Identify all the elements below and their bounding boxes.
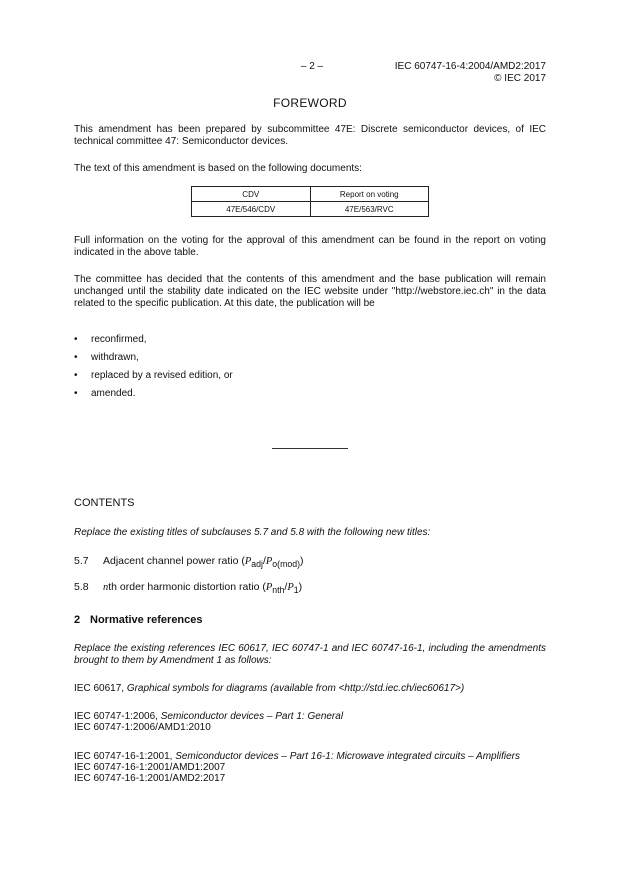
bullet-icon: •	[74, 334, 78, 345]
reference-title: Semiconductor devices – Part 16-1: Microwave integrated circuits – Amplifiers	[175, 751, 520, 762]
reference-iec-60617	[74, 683, 546, 694]
bullet-icon: •	[74, 370, 78, 381]
subclause-number: 5.8	[74, 581, 89, 593]
normative-references-heading	[74, 614, 203, 626]
math-symbol: P	[265, 582, 273, 593]
subclause-number: 5.7	[74, 555, 89, 567]
normative-instruction: Replace the existing references IEC 60617, IEC 60747-1 and IEC 60747-16-1, including the amendments brought to them by Amendment 1 as follows:	[74, 643, 546, 666]
subclause-text: Adjacent channel power ratio (	[103, 555, 245, 567]
bullet-icon: •	[74, 352, 78, 363]
reference-id: IEC 60747-16-1:2001,	[74, 751, 176, 762]
reference-iec-60747-16-1	[74, 751, 546, 784]
table-header-cdv: CDV	[192, 187, 311, 202]
contents-instruction: Replace the existing titles of subclauses 5.7 and 5.8 with the following new titles:	[74, 527, 431, 538]
heading-text: Normative references	[90, 614, 203, 626]
foreword-title: FOREWORD	[273, 96, 347, 110]
math-operator: )	[298, 581, 303, 593]
heading-number: 2	[74, 614, 81, 626]
table-cell-rvc: 47E/563/RVC	[310, 202, 429, 217]
page-number: – 2 –	[300, 61, 324, 72]
math-symbol: P	[244, 556, 252, 567]
list-item	[74, 388, 233, 406]
document-id: IEC 60747-16-4:2004/AMD2:2017	[394, 61, 546, 72]
reference-amendment: IEC 60747-1:2006/AMD1:2010	[74, 722, 211, 733]
table-row	[192, 202, 429, 217]
foreword-paragraph-3: Full information on the voting for the approval of this amendment can be found in the report on voting indicated in the above table.	[74, 235, 546, 258]
copyright: © IEC 2017	[494, 73, 546, 84]
reference-title: Semiconductor devices – Part 1: General	[160, 711, 344, 722]
list-item	[74, 352, 233, 370]
reference-id: IEC 60747-1:2006,	[74, 711, 161, 722]
subclause-5-8-title	[74, 581, 302, 595]
list-item	[74, 370, 233, 388]
list-item-text: amended.	[91, 388, 136, 399]
foreword-paragraph-2: The text of this amendment is based on the following documents:	[74, 163, 362, 174]
list-item-text: reconfirmed,	[91, 334, 147, 345]
voting-documents-table	[191, 186, 429, 217]
bullet-icon: •	[74, 388, 78, 399]
foreword-paragraph-1: This amendment has been prepared by subcommittee 47E: Discrete semiconductor devices, of IEC technical committee 47: Semiconductor devices.	[74, 124, 546, 147]
publication-options-list	[74, 334, 233, 406]
table-header-report: Report on voting	[310, 187, 429, 202]
reference-amendment: IEC 60747-16-1:2001/AMD2:2017	[74, 773, 226, 784]
table-cell-cdv: 47E/546/CDV	[192, 202, 311, 217]
contents-title: CONTENTS	[74, 497, 135, 509]
document-id-block	[395, 61, 546, 85]
subclause-5-7-title	[74, 555, 304, 569]
table-header-row	[192, 187, 429, 202]
list-item-text: replaced by a revised edition, or	[91, 370, 233, 381]
list-item	[74, 334, 233, 352]
math-operator: /	[284, 581, 288, 593]
math-subscript: o(mod)	[272, 559, 301, 570]
reference-id: IEC 60617,	[74, 683, 127, 694]
math-operator: /	[262, 555, 266, 567]
list-item-text: withdrawn,	[91, 352, 139, 363]
math-symbol: P	[265, 556, 273, 567]
math-subscript: adj	[251, 559, 263, 570]
math-symbol: P	[287, 582, 294, 593]
subclause-text: th order harmonic distortion ratio (	[108, 581, 266, 593]
section-divider	[272, 448, 348, 449]
math-subscript: nth	[272, 585, 285, 596]
reference-iec-60747-1	[74, 711, 546, 733]
math-symbol: n	[103, 582, 109, 593]
foreword-paragraph-4: The committee has decided that the contents of this amendment and the base publication will remain unchanged until the stability date indicated on the IEC website under "http://webstore.iec.ch" in the data related to the specific publication. At this date, the publication will be	[74, 274, 546, 309]
reference-amendment: IEC 60747-16-1:2001/AMD1:2007	[74, 762, 226, 773]
reference-title: Graphical symbols for diagrams (available from <http://std.iec.ch/iec60617>)	[126, 683, 465, 694]
math-operator: )	[300, 555, 304, 567]
math-subscript: 1	[293, 585, 299, 596]
